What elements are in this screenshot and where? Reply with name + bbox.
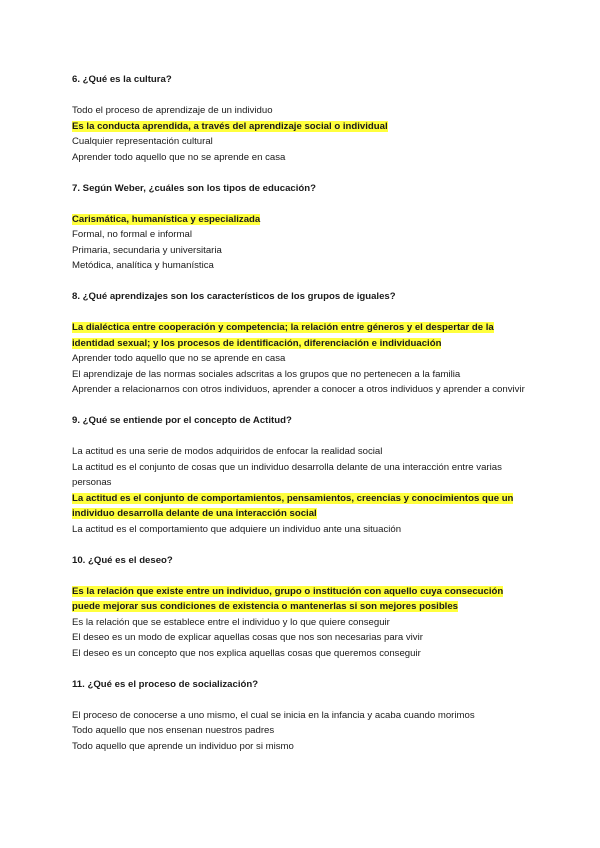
answer-option [72,739,532,755]
correct-answer-option [72,119,532,135]
answer-text: El proceso de conocerse a uno mismo, el cual se inicia en la infancia y acaba cuando morimos [72,709,475,721]
answer-option [72,723,532,739]
question-title: 7. Según Weber, ¿cuáles son los tipos de educación? [72,182,316,194]
answer-option [72,367,532,383]
question-block [72,553,532,662]
answer-text: Es la relación que existe entre un individuo, grupo o institución con aquello cuya consecución puede mejorar sus condiciones de existencia o mantenerlas si son mejores posibles [72,585,504,612]
question-title: 9. ¿Qué se entiende por el concepto de Actitud? [72,415,292,426]
question-block [72,413,532,537]
answer-text: El aprendizaje de las normas sociales adscritas a los grupos que no pertenecen a la familia [72,368,461,380]
answer-option [72,227,532,243]
answer-text: Formal, no formal e informal [72,229,192,240]
answer-text: El deseo es un modo de explicar aquellas cosas que nos son necesarias para vivir [72,632,423,643]
answer-text: Es la conducta aprendida, a través del aprendizaje social o individual [72,120,388,132]
answer-option [72,615,532,631]
answer-text: Primaria, secundaria y universitaria [72,244,222,256]
answer-option [72,460,532,491]
question-block [72,72,532,165]
question-title: 10. ¿Qué es el deseo? [72,554,173,566]
answer-option [72,646,532,662]
correct-answer-option [72,320,532,351]
answer-options [72,444,532,537]
answer-text: Cualquier representación cultural [72,136,213,147]
answer-option [72,134,532,150]
answer-option [72,522,532,538]
answer-options [72,212,532,274]
question-block [72,677,532,755]
answer-text: La dialéctica entre cooperación y competencia; la relación entre géneros y el despertar de la identidad sexual; y los procesos de identificación, diferenciación e individuación [72,322,494,349]
answer-text: La actitud es el conjunto de cosas que un individuo desarrolla delante de una interacción entre varias personas [72,461,502,488]
answer-text: Metódica, analítica y humanística [72,260,214,271]
question-title: 6. ¿Qué es la cultura? [72,74,172,85]
quiz-content [72,72,532,770]
answer-options [72,320,532,398]
answer-option [72,630,532,646]
answer-option [72,150,532,166]
correct-answer-option [72,212,532,228]
answer-text: Todo el proceso de aprendizaje de un individuo [72,105,273,116]
answer-text: Carismática, humanística y especializada [72,213,261,225]
question-block [72,289,532,398]
answer-text: Es la relación que se establece entre el individuo y lo que quiere conseguir [72,616,390,628]
answer-text: Aprender a relacionarnos con otros individuos, aprender a conocer a otros individuos y aprender a convivir [72,384,525,395]
answer-options [72,708,532,755]
answer-text: El deseo es un concepto que nos explica aquellas cosas que queremos conseguir [72,647,421,659]
answer-text: Todo aquello que aprende un individuo por si mismo [72,740,294,752]
correct-answer-option [72,584,532,615]
answer-option [72,444,532,460]
correct-answer-option [72,491,532,522]
answer-text: La actitud es el conjunto de comportamientos, pensamientos, creencias y conocimientos que un individuo desarrolla delante de una interacción social [72,492,514,519]
question-title: 8. ¿Qué aprendizajes son los característicos de los grupos de iguales? [72,291,396,302]
answer-option [72,382,532,398]
answer-options [72,584,532,662]
answer-text: Todo aquello que nos ensenan nuestros padres [72,725,275,736]
answer-option [72,258,532,274]
answer-option [72,708,532,724]
answer-option [72,243,532,259]
answer-option [72,351,532,367]
answer-text: Aprender todo aquello que no se aprende en casa [72,151,286,163]
answer-options [72,103,532,165]
answer-option [72,103,532,119]
answer-text: La actitud es una serie de modos adquiridos de enfocar la realidad social [72,446,383,457]
answer-text: Aprender todo aquello que no se aprende en casa [72,353,286,364]
question-block [72,181,532,274]
question-title: 11. ¿Qué es el proceso de socialización? [72,678,259,690]
answer-text: La actitud es el comportamiento que adquiere un individuo ante una situación [72,523,402,535]
